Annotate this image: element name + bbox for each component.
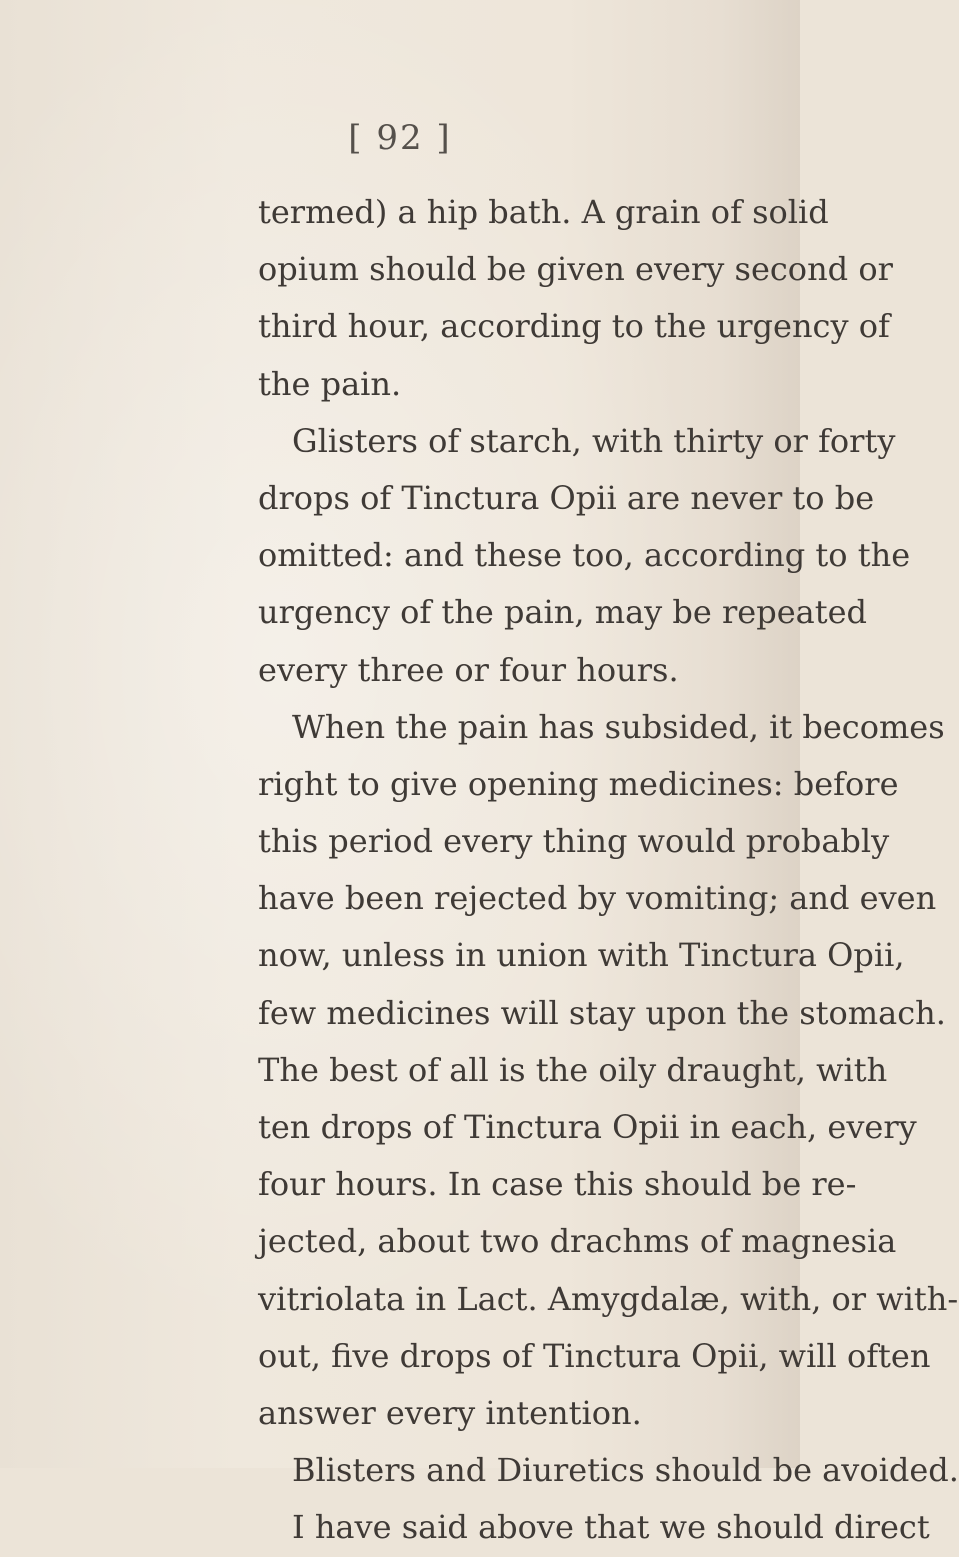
text-line: out, five drops of Tinctura Opii, will often bbox=[258, 1336, 931, 1375]
text-line: jected, about two drachms of magnesia bbox=[258, 1222, 897, 1261]
text-line: few medicines will stay upon the stomach. bbox=[258, 993, 946, 1032]
body-text bbox=[258, 184, 959, 1557]
text-line: Glisters of starch, with thirty or forty bbox=[292, 421, 896, 460]
text-line: four hours. In case this should be re- bbox=[258, 1165, 857, 1204]
text-line: I have said above that we should direct bbox=[292, 1508, 930, 1547]
page-number: [ 92 ] bbox=[348, 118, 452, 158]
text-line: omitted: and these too, according to the bbox=[258, 536, 911, 575]
text-line: the pain. bbox=[258, 364, 402, 403]
text-line: this period every thing would probably bbox=[258, 822, 890, 861]
text-line: vitriolata in Lact. Amygdalæ, with, or with- bbox=[258, 1279, 959, 1318]
text-line: urgency of the pain, may be repeated bbox=[258, 593, 867, 632]
text-line: now, unless in union with Tinctura Opii, bbox=[258, 936, 905, 975]
text-line: ten drops of Tinctura Opii in each, every bbox=[258, 1108, 917, 1146]
text-line: The best of all is the oily draught, with bbox=[258, 1050, 888, 1089]
text-line: opium should be given every second or bbox=[258, 250, 893, 289]
text-line: third hour, according to the urgency of bbox=[258, 307, 890, 346]
text-line: termed) a hip bath. A grain of solid bbox=[258, 193, 829, 231]
text-line: every three or four hours. bbox=[258, 650, 679, 689]
text-line: drops of Tinctura Opii are never to be bbox=[258, 478, 875, 517]
text-line: Blisters and Diuretics should be avoided. bbox=[292, 1451, 959, 1490]
text-line: When the pain has subsided, it becomes bbox=[292, 707, 945, 746]
text-line: right to give opening medicines: before bbox=[258, 764, 899, 803]
text-line: have been rejected by vomiting; and even bbox=[258, 879, 937, 918]
text-line: answer every intention. bbox=[258, 1393, 642, 1432]
